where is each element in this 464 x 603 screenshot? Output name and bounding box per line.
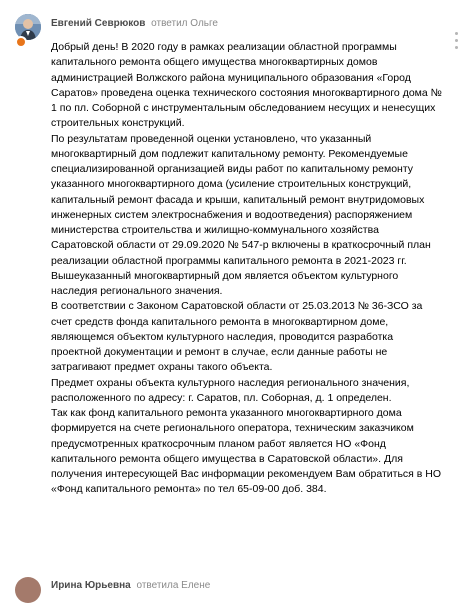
comment-header <box>51 579 210 593</box>
reply-to-label[interactable]: ответил Ольге <box>151 18 218 29</box>
comment-text <box>51 40 443 498</box>
reply-to-label[interactable]: ответила Елене <box>136 580 211 591</box>
comment-options-button[interactable] <box>448 26 464 54</box>
kebab-menu-icon <box>455 32 458 35</box>
comment-paragraph: Так как фонд капитального ремонта указанного многоквартирного дома формируется на счете регионального оператора, техническим заказчиком предусмотренных краткосрочным планом работ является НО «Фонд капитального ремонта общего имущества в Саратовской области». Для получения интересующей Вас информации рекомендуем Вам обратиться в НО «Фонд капитального ремонта» по тел 65-09-00 доб. 384. <box>51 407 442 496</box>
author-name[interactable]: Евгений Севрюков <box>51 18 146 29</box>
comment-paragraph: Вышеуказанный многоквартирный дом является объектом культурного наследия регионального значения. <box>51 269 399 297</box>
comment-paragraph: Предмет охраны объекта культурного наследия регионального значения, расположенного по адресу: г. Саратов, пл. Соборная, д. 1 определен. <box>51 376 410 404</box>
kebab-menu-icon <box>455 39 458 42</box>
avatar[interactable] <box>15 577 41 603</box>
online-status-dot <box>15 36 27 48</box>
comment-paragraph: Добрый день! В 2020 году в рамках реализации областной программы капитального ремонта общего имущества многоквартирных домов администрацией Волжского района муниципального образования «Город Саратов» проведена оценка технического состояния многоквартирного дома № 1 по пл. Соборной с инструментальным обследованием несущих и ненесущих строительных конструкций. <box>51 41 442 130</box>
comment-paragraph: По результатам проведенной оценки установлено, что указанный многоквартирный дом подлежит капитальному ремонту. Рекомендуемые специализированной организацией виды работ по капитальному ремонту указанного многоквартирного дома (усиление строительных конструкций, капитальный ремонт фасада и крыши, капитальный ремонт внутридомовых инженерных систем электроснабжения и водоотведения) распоряжением министерства строительства и жилищно-коммунального хозяйства Саратовской области от 29.09.2020 № 547-р включены в краткосрочный план реализации областной программы капитального ремонта в 2021-2023 гг. <box>51 132 431 267</box>
comment-paragraph: В соответствии с Законом Саратовской области от 25.03.2013 № 36-ЗСО за счет средств фонда капитального ремонта в многоквартирном доме, являющемся объектом культурного наследия, проводится разработка проектной документации и ремонт в случае, если данные работы не затрагивают предмет охраны такого объекта. <box>51 300 423 374</box>
comment-header <box>51 17 218 31</box>
author-name[interactable]: Ирина Юрьевна <box>51 580 131 591</box>
next-comment-card <box>0 576 464 596</box>
kebab-menu-icon <box>455 46 458 49</box>
